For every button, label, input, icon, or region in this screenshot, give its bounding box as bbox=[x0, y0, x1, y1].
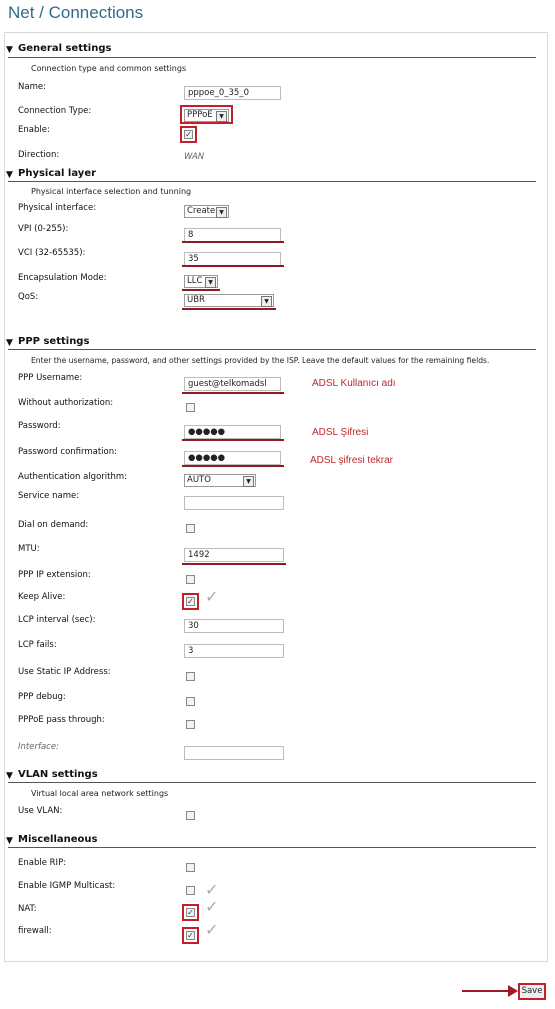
password-confirm-annotation: ADSL şifresi tekrar bbox=[310, 455, 393, 466]
ppp-ip-ext-checkbox[interactable] bbox=[186, 575, 195, 584]
enable-checkbox[interactable]: ✓ bbox=[185, 130, 192, 139]
auth-algorithm-value: AUTO bbox=[187, 475, 211, 485]
connection-type-value: PPPoE bbox=[187, 110, 213, 120]
lcp-fails-input[interactable]: 3 bbox=[184, 644, 284, 658]
password-confirm-input[interactable]: ●●●●● bbox=[184, 451, 281, 465]
enable-igmp-checkbox[interactable] bbox=[186, 886, 195, 895]
highlight-underline bbox=[182, 439, 284, 441]
password-input[interactable]: ●●●●● bbox=[184, 425, 281, 439]
password-confirm-label: Password confirmation: bbox=[18, 447, 117, 457]
encapsulation-value: LLC bbox=[187, 276, 203, 286]
without-auth-label: Without authorization: bbox=[18, 398, 114, 408]
ppp-ip-ext-label: PPP IP extension: bbox=[18, 570, 91, 580]
ppp-debug-checkbox[interactable] bbox=[186, 697, 195, 706]
vpi-input[interactable]: 8 bbox=[184, 228, 281, 242]
auth-algorithm-select[interactable] bbox=[184, 474, 256, 487]
firewall-checkbox[interactable]: ✓ bbox=[187, 931, 194, 940]
collapse-arrow-icon[interactable]: ▼ bbox=[6, 771, 13, 781]
name-input[interactable]: pppoe_0_35_0 bbox=[184, 86, 281, 100]
physical-interface-value: Create bbox=[187, 206, 216, 216]
ppp-username-input[interactable]: guest@telkomadsl bbox=[184, 377, 281, 391]
section-divider bbox=[8, 181, 536, 182]
qos-value: UBR bbox=[187, 295, 205, 305]
dropdown-arrow-icon: ▼ bbox=[216, 207, 227, 218]
collapse-arrow-icon[interactable]: ▼ bbox=[6, 170, 13, 180]
highlight-underline bbox=[182, 289, 220, 291]
section-title-misc: Miscellaneous bbox=[18, 834, 98, 845]
nat-checkbox[interactable]: ✓ bbox=[187, 908, 194, 917]
use-vlan-label: Use VLAN: bbox=[18, 806, 63, 816]
ppp-username-label: PPP Username: bbox=[18, 373, 83, 383]
username-annotation: ADSL Kullanıcı adı bbox=[312, 378, 396, 389]
lcp-interval-label: LCP interval (sec): bbox=[18, 615, 96, 625]
section-title-physical: Physical layer bbox=[18, 168, 97, 179]
collapse-arrow-icon[interactable]: ▼ bbox=[6, 836, 13, 846]
keep-alive-checkbox[interactable]: ✓ bbox=[187, 597, 194, 606]
use-static-ip-label: Use Static IP Address: bbox=[18, 667, 111, 677]
password-annotation: ADSL Şifresi bbox=[312, 427, 369, 438]
lcp-fails-label: LCP fails: bbox=[18, 640, 57, 650]
section-subtitle-vlan: Virtual local area network settings bbox=[31, 789, 169, 798]
highlight-underline bbox=[182, 308, 276, 310]
collapse-arrow-icon[interactable]: ▼ bbox=[6, 338, 13, 348]
dial-on-demand-label: Dial on demand: bbox=[18, 520, 89, 530]
section-divider bbox=[8, 847, 536, 848]
pointer-arrow-icon bbox=[462, 990, 510, 992]
dropdown-arrow-icon: ▼ bbox=[243, 476, 254, 487]
dropdown-arrow-icon: ▼ bbox=[216, 111, 227, 122]
section-title-vlan: VLAN settings bbox=[18, 769, 98, 780]
physical-interface-label: Physical interface: bbox=[18, 203, 97, 213]
mtu-label: MTU: bbox=[18, 544, 40, 554]
pointer-arrowhead-icon bbox=[508, 985, 518, 997]
page-title: Net / Connections bbox=[8, 3, 144, 22]
dropdown-arrow-icon: ▼ bbox=[205, 277, 216, 288]
section-title-ppp: PPP settings bbox=[18, 336, 90, 347]
section-subtitle-ppp: Enter the username, password, and other settings provided by the ISP. Leave the default values for the remaining fields. bbox=[31, 356, 490, 365]
encapsulation-label: Encapsulation Mode: bbox=[18, 273, 107, 283]
highlight-underline bbox=[182, 563, 286, 565]
auth-algorithm-label: Authentication algorithm: bbox=[18, 472, 127, 482]
section-divider bbox=[8, 782, 536, 783]
save-button[interactable]: Save bbox=[518, 983, 546, 1000]
highlight-underline bbox=[182, 265, 284, 267]
encapsulation-select[interactable] bbox=[184, 275, 218, 288]
service-name-input[interactable] bbox=[184, 496, 284, 510]
section-subtitle-general: Connection type and common settings bbox=[31, 64, 187, 73]
check-annotation-icon: ✓ bbox=[205, 897, 219, 916]
collapse-arrow-icon[interactable]: ▼ bbox=[6, 45, 13, 55]
mtu-input[interactable]: 1492 bbox=[184, 548, 284, 562]
check-annotation-icon: ✓ bbox=[205, 880, 219, 899]
vci-input[interactable]: 35 bbox=[184, 252, 281, 266]
direction-label: Direction: bbox=[18, 150, 60, 160]
pppoe-pass-label: PPPoE pass through: bbox=[18, 715, 105, 725]
connection-type-label: Connection Type: bbox=[18, 106, 92, 116]
service-name-label: Service name: bbox=[18, 491, 80, 501]
qos-label: QoS: bbox=[18, 292, 39, 302]
check-annotation-icon: ✓ bbox=[205, 587, 219, 606]
enable-rip-checkbox[interactable] bbox=[186, 863, 195, 872]
highlight-underline bbox=[182, 392, 284, 394]
enable-rip-label: Enable RIP: bbox=[18, 858, 67, 868]
keep-alive-label: Keep Alive: bbox=[18, 592, 66, 602]
check-annotation-icon: ✓ bbox=[205, 920, 219, 939]
enable-label: Enable: bbox=[18, 125, 50, 135]
highlight-underline bbox=[182, 465, 284, 467]
enable-igmp-label: Enable IGMP Multicast: bbox=[18, 881, 116, 891]
pppoe-pass-checkbox[interactable] bbox=[186, 720, 195, 729]
firewall-label: firewall: bbox=[18, 926, 52, 936]
use-vlan-checkbox[interactable] bbox=[186, 811, 195, 820]
use-static-ip-checkbox[interactable] bbox=[186, 672, 195, 681]
section-divider bbox=[8, 349, 536, 350]
name-label: Name: bbox=[18, 82, 46, 92]
vpi-label: VPI (0-255): bbox=[18, 224, 69, 234]
dropdown-arrow-icon: ▼ bbox=[261, 296, 272, 307]
physical-interface-select[interactable] bbox=[184, 205, 229, 218]
section-title-general: General settings bbox=[18, 43, 112, 54]
lcp-interval-input[interactable]: 30 bbox=[184, 619, 284, 633]
ppp-debug-label: PPP debug: bbox=[18, 692, 66, 702]
highlight-underline bbox=[182, 241, 284, 243]
connection-type-select[interactable] bbox=[184, 109, 229, 122]
interface-label: Interface: bbox=[18, 742, 59, 752]
section-subtitle-physical: Physical interface selection and tunning bbox=[31, 187, 192, 196]
qos-select[interactable] bbox=[184, 294, 274, 307]
dial-on-demand-checkbox[interactable] bbox=[186, 524, 195, 533]
interface-input[interactable] bbox=[184, 746, 284, 760]
nat-label: NAT: bbox=[18, 904, 37, 914]
password-label: Password: bbox=[18, 421, 61, 431]
without-auth-checkbox[interactable] bbox=[186, 403, 195, 412]
section-divider bbox=[8, 57, 536, 58]
direction-value: WAN bbox=[184, 152, 205, 162]
vci-label: VCI (32-65535): bbox=[18, 248, 86, 258]
